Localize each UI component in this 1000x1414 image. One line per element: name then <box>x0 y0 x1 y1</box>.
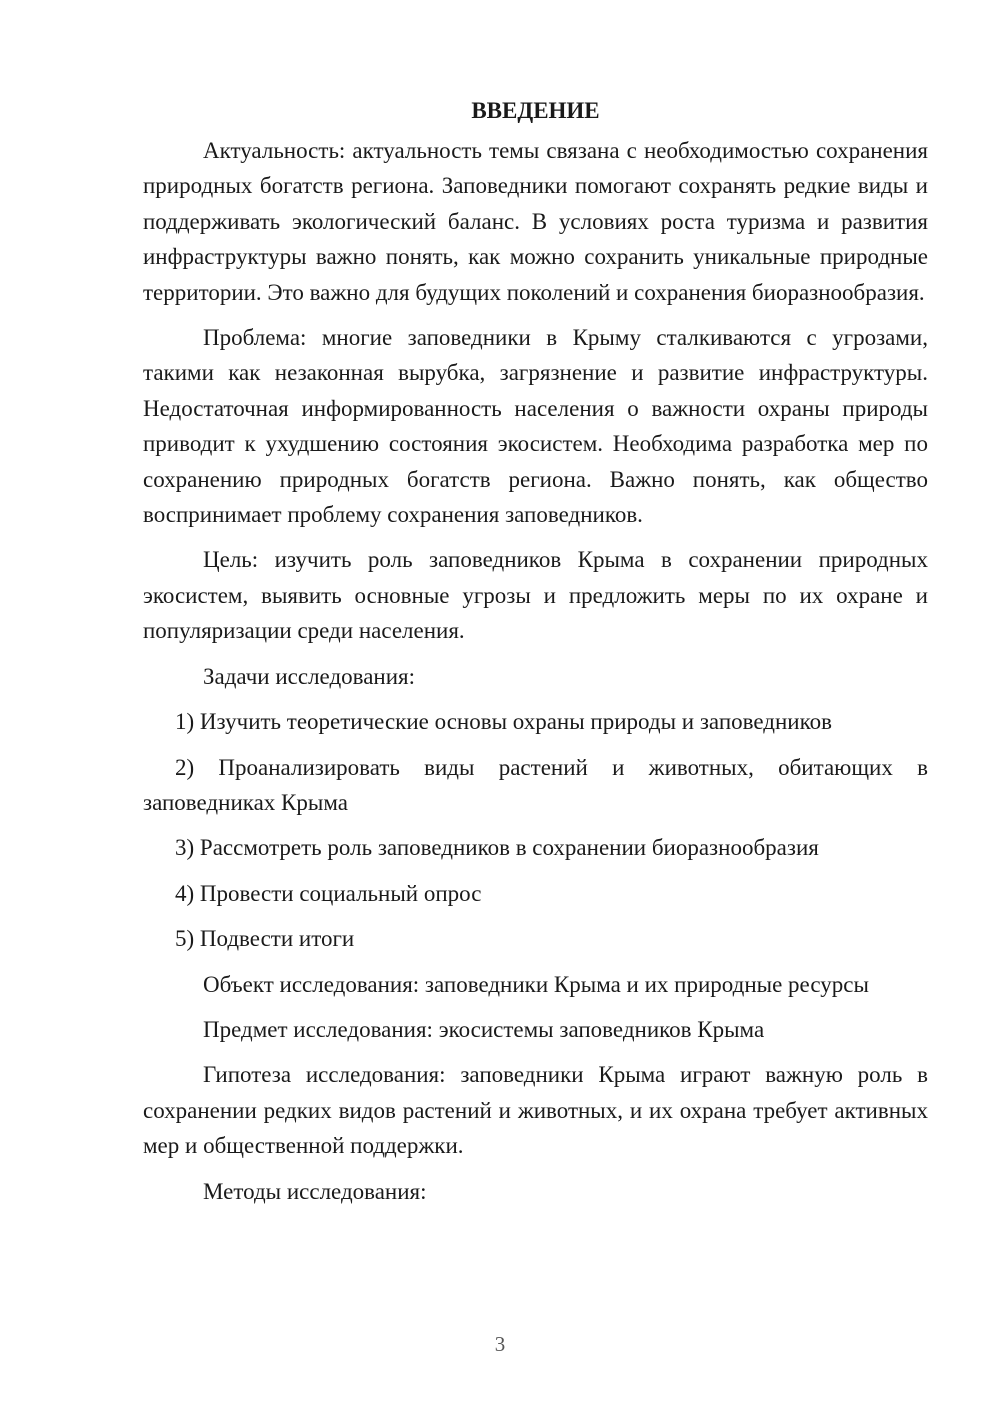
problem-paragraph: Проблема: многие заповедники в Крыму сталкиваются с угрозами, такими как незаконная вырубка, загрязнение и развитие инфраструктуры. Недостаточная информированность населения о важности охраны природы приводит к ухудшению состояния экосистем. Необходима разработка мер по сохранению природных богатств региона. Важно понять, как общество воспринимает проблему сохранения заповедников. <box>143 325 928 528</box>
goal-paragraph: Цель: изучить роль заповедников Крыма в сохранении природных экосистем, выявить основные угрозы и предложить меры по их охране и популяризации среди населения. <box>143 547 928 644</box>
hypothesis-paragraph: Гипотеза исследования: заповедники Крыма играют важную роль в сохранении редких видов растений и животных, и их охрана требует активных мер и общественной поддержки. <box>143 1062 928 1159</box>
task-item-4: 4) Провести социальный опрос <box>175 880 482 906</box>
page-title: ВВЕДЕНИЕ <box>471 98 600 123</box>
tasks-heading: Задачи исследования: <box>203 663 416 689</box>
page-content <box>143 94 928 1219</box>
task-item-5: 5) Подвести итоги <box>175 926 355 952</box>
page-number: 3 <box>494 1332 506 1356</box>
task-item-1: 1) Изучить теоретические основы охраны природы и заповедников <box>175 709 832 735</box>
task-item-2: 2) Проанализировать виды растений и животных, обитающих в заповедниках Крыма <box>143 754 928 815</box>
subject-paragraph: Предмет исследования: экосистемы заповедников Крыма <box>203 1016 765 1042</box>
methods-heading: Методы исследования: <box>203 1178 427 1204</box>
relevance-paragraph: Актуальность: актуальность темы связана с необходимостью сохранения природных богатств региона. Заповедники помогают сохранять редкие виды и поддерживать экологический баланс. В условиях роста туризма и развития инфраструктуры важно понять, как можно сохранить уникальные природные территории. Это важно для будущих поколений и сохранения биоразнообразия. <box>143 138 928 305</box>
task-item-3: 3) Рассмотреть роль заповедников в сохранении биоразнообразия <box>175 835 819 861</box>
object-paragraph: Объект исследования: заповедники Крыма и их природные ресурсы <box>203 971 869 997</box>
